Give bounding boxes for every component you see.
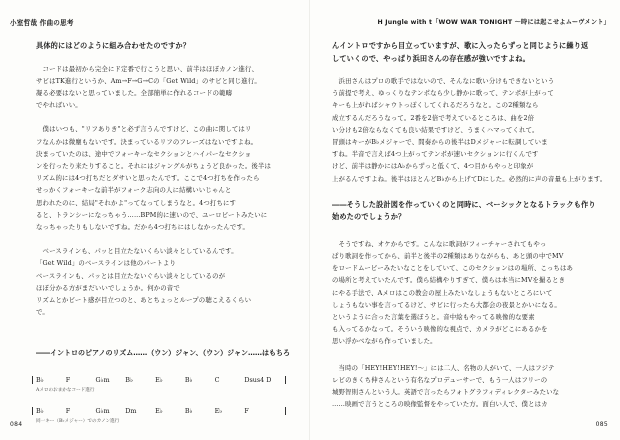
chord: E♭: [155, 407, 163, 415]
text-line: ベースラインも、パッと目立たないくらい淡々としているんです。: [36, 247, 238, 256]
bar-line: [32, 376, 33, 384]
chord: B♭: [36, 376, 44, 384]
chord-section-heading: ――イントロのピアノのリズム……（ウン）ジャン、（ウン）ジャン……はもちろ: [36, 349, 290, 357]
text-line: 決まっていたのは、途中でフォーキーなセクションとハイパーなセクショ: [36, 149, 252, 158]
chord: F: [244, 407, 249, 415]
chord: F: [65, 407, 71, 415]
left-text-block: [36, 40, 271, 318]
chord: G♭m: [95, 407, 110, 415]
paragraph-hamada: [332, 75, 606, 185]
text-line: そうですね、オケからです。こんなに歌詞がフィーチャーされてもやっ: [332, 239, 547, 248]
chord-caption-canon: 同一キー（B♭メジャー）でのカノン進行: [36, 419, 120, 424]
text-line: せっかくフォーキーな前半がフォーク志向の人に結構いいじゃんと: [36, 186, 232, 195]
text-line: なっちゃったりもしないですね。だから4つ打ちにはしなかったんです。: [36, 222, 250, 231]
text-line: リズム的には4つ打ちだとダサいと思ったんです。ここで4つ打ちを作ったら: [36, 174, 260, 183]
text-line: 凝る必要はないと思っていました。全部簡単に作れるコードの範疇: [36, 88, 233, 97]
text-line: 城野智則さんという人。英語で言ったらフォトグラフィディレクターみたいな: [332, 388, 560, 397]
chord: B♭: [36, 407, 44, 415]
chord-chart: [36, 348, 290, 434]
text-line: う前提で考え、ゆっくりなテンポなら少し静かに歌って、テンポが上がって: [332, 89, 554, 98]
text-line: レビのきくち伸さんという有名なプロデューサーで、もう一人はフリーの: [332, 375, 548, 384]
text-line: キーも上がればシャウトっぽくしてくれるだろうなと。この2種類なら: [332, 101, 539, 110]
chord: F: [65, 376, 71, 384]
text-line: ンを行ったり来たりすること。それにはジャングルがちょうど良かった。後半は: [36, 161, 272, 170]
paragraph-riff: [36, 123, 271, 233]
chord-row-a-melody: [36, 372, 286, 384]
text-line: ――そうした設計図を作っていくのと同時に、ベーシックとなるトラックも作り: [332, 199, 596, 209]
paragraph-orchestra: [332, 238, 606, 348]
text-line: サビはTK進行というか、Am→F→G→Cの「Get Wild」のサビと同じ進行。: [36, 76, 261, 85]
text-line: ……映画で言うところの映像監督をやっていた方。面白い人で、僕とはカ: [332, 400, 548, 409]
chord-row-canon: [36, 403, 286, 415]
text-line: も入ってるかなって。そういう映像的な視点で、カメラがどこにあるかを: [332, 325, 548, 334]
chord: E♭: [214, 407, 223, 415]
page-number-right: 085: [595, 421, 608, 428]
text-line: フなんかは微塵もないです。決まっているリフのフレーズはないですよね。: [36, 137, 258, 146]
text-line: で。: [36, 308, 49, 317]
text-line: すね。半音で言えば4つ上がってテンポが速いセクションに行くんです: [332, 150, 539, 159]
text-line: い分けも2倍ならなくても良い結果ですけど、うまくハマってくれて。: [332, 125, 539, 134]
text-line: 浜田さんはプロの歌手ではないので、そんなに歌い分けもできないという: [332, 77, 555, 85]
text-line: していくので、やっぱり浜田さんの存在感が強いですよね。: [332, 53, 530, 63]
text-line: しょうもない事を言ってるけど、サビに行ったら大都会の夜景とかいになる。: [332, 300, 561, 309]
chord-caption-a-melody: Aメロのおまかなコード進行: [36, 388, 95, 393]
text-line: の場所と考えていたんです。僕ら結構やりすぎて、僕らは本当にMVを撮るとき: [332, 276, 566, 285]
right-text-block: [332, 40, 606, 410]
text-line: でやればいい。: [36, 101, 82, 110]
chord: B♭: [184, 407, 193, 415]
text-line: 当時の「HEY!HEY!HEY!～」には二人、名物の人がいて、一人はフジテ: [332, 363, 555, 372]
text-line: リズムとかビート感が目立つのと、あとちょっとループの聴こえるくらい: [36, 295, 252, 304]
chord: Dsus4 D: [244, 376, 272, 384]
text-line: ベースラインも、パッとは目立たないぐらい淡々としているのが: [36, 271, 226, 280]
running-head-right: H Jungle with t「WOW WAR TONIGHT ～時には起こせよムーヴメント」: [377, 19, 610, 26]
bar-line: [32, 407, 33, 415]
paragraph-heyheyhey: [332, 362, 606, 411]
text-line: 「Get Wild」のベースラインは他のパートより: [36, 259, 176, 268]
text-line: にやる手法で、Aメロはこの教会の屋上みたいなしょうもないところにいて: [332, 288, 553, 297]
text-line: 冒頭はキーがB♭メジャーで、間奏からの後半はDメジャーに転調していま: [332, 138, 548, 147]
paragraph-chords: [36, 63, 271, 112]
chord: Dm: [125, 407, 137, 415]
text-line: 上がるんですよね。後半はほとんどB♭から上げてDにした。必然的に声の音量も上がります。: [332, 174, 607, 183]
text-line: 思われたのに、結局"それかよ"ってなってしまうなと。4つ打ちにす: [36, 198, 237, 207]
interview-question-2: [332, 199, 606, 224]
text-line: コードは最初から完全にド定番で行こうと思い、前半はほぼカノン進行、: [36, 64, 259, 73]
chord: B♭: [184, 376, 193, 384]
chord: E♭: [155, 376, 163, 384]
bar-line: [285, 376, 286, 384]
text-line: というように合った言葉を選ぼうと。音中絵もやってる映像的な要素: [332, 313, 535, 322]
bar-line: [285, 407, 286, 415]
text-line: 成立するんだろうなって。2番を2倍で考えているところは、曲を2倍: [332, 113, 535, 122]
text-line: をロードムービーみたいなことをしていて、このセクションはの場所、こっちはあ: [332, 264, 574, 273]
chord: G♭m: [95, 376, 110, 384]
text-line: 思い浮かべながら作っていました。: [332, 337, 437, 346]
interview-question: 具体的にはどのように組み合わせたのですか？: [36, 41, 191, 50]
text-line: けど、前半は静かにはA♭からずっと低くて、4つ目からやっと印象が: [332, 162, 534, 171]
paragraph-continued: [332, 40, 606, 65]
text-line: 始めたのでしょうか？: [332, 212, 406, 222]
text-line: ほぼ分かる方がまだいいでしょうか。何かの音で: [36, 283, 180, 292]
page-number-left: 084: [10, 421, 23, 428]
text-line: んイントロですから目立っていますが、歌に入ったらずっと同じように繰り返: [332, 41, 589, 50]
text-line: ぱり歌詞を作ってから、前半と後半の2種類はありながらも、あと頭の中でMV: [332, 252, 564, 261]
paragraph-bassline: [36, 245, 271, 318]
text-line: ると、トランシーになっちゃう……BPM的に速いので、ユーロビートみたいに: [36, 210, 268, 219]
running-head-left: 小室哲哉 作曲の思考: [10, 19, 74, 27]
right-page: [310, 0, 620, 440]
chord: B♭: [125, 376, 134, 384]
text-line: 僕はいつも、"リフありき"と必ず言うんですけど、この曲に関してはリ: [36, 125, 252, 134]
chord: C: [214, 376, 220, 384]
